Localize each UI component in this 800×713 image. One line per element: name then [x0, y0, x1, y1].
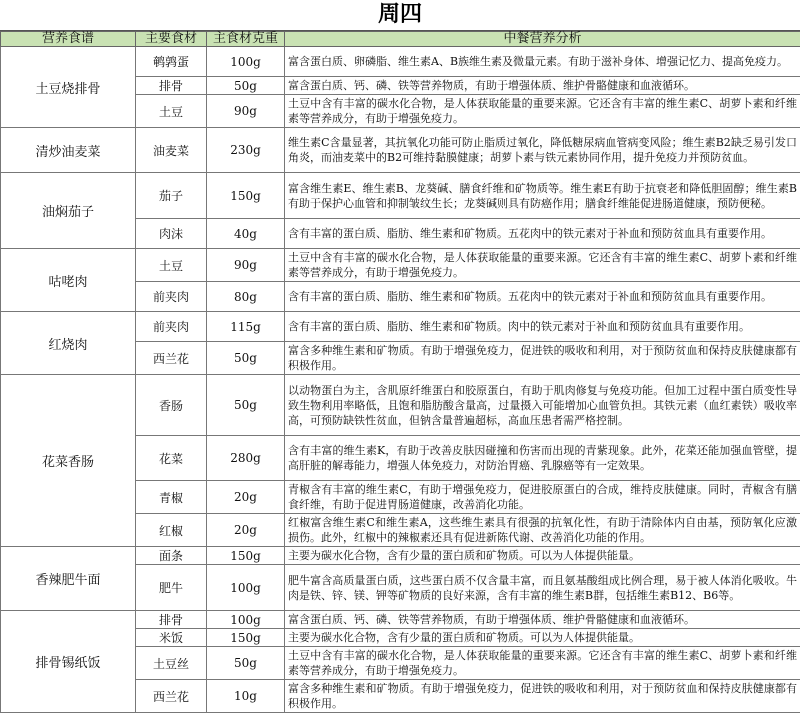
analysis-cell: 富含蛋白质、卵磷脂、维生素A、B族维生素及微量元素。有助于滋补身体、增强记忆力、提高免疫力。 — [285, 47, 800, 77]
weight-cell: 230g — [207, 128, 285, 173]
ingredient-cell: 青椒 — [136, 481, 207, 514]
ingredient-cell: 排骨 — [136, 77, 207, 95]
weight-cell: 50g — [207, 375, 285, 436]
ingredient-cell: 肉沫 — [136, 219, 207, 249]
table-row — [1, 128, 800, 173]
dish-name: 红烧肉 — [1, 312, 136, 375]
weight-cell: 150g — [207, 629, 285, 647]
weight-cell: 50g — [207, 77, 285, 95]
weight-cell: 90g — [207, 95, 285, 128]
analysis-cell: 以动物蛋白为主，含肌原纤维蛋白和胶原蛋白，有助于肌肉修复与免疫功能。但加工过程中蛋白质变性导致生物利用率略低，且饱和脂肪酸含量高，过量摄入可能增加心血管负担。其铁元素（血红素铁）吸收率高，可预防缺铁性贫血，但钠含量普遍超标，高血压患者需严格控制。 — [285, 375, 800, 436]
analysis-cell: 含有丰富的蛋白质、脂肪、维生素和矿物质。肉中的铁元素对于补血和预防贫血具有重要作用。 — [285, 312, 800, 342]
header-recipe: 营养食谱 — [1, 32, 136, 47]
dish-name: 花菜香肠 — [1, 375, 136, 547]
analysis-cell: 土豆中含有丰富的碳水化合物，是人体获取能量的重要来源。它还含有丰富的维生素C、胡萝卜素和纤维素等营养成分，有助于增强免疫力。 — [285, 95, 800, 128]
weight-cell: 115g — [207, 312, 285, 342]
ingredient-cell: 土豆 — [136, 95, 207, 128]
ingredient-cell: 鹌鹑蛋 — [136, 47, 207, 77]
header-analysis: 中餐营养分析 — [285, 32, 800, 47]
analysis-cell: 富含蛋白质、钙、磷、铁等营养物质，有助于增强体质、维护骨骼健康和血液循环。 — [285, 611, 800, 629]
dish-name: 咕咾肉 — [1, 249, 136, 312]
weight-cell: 100g — [207, 47, 285, 77]
weight-cell: 50g — [207, 647, 285, 680]
analysis-cell: 土豆中含有丰富的碳水化合物，是人体获取能量的重要来源。它还含有丰富的维生素C、胡萝卜素和纤维素等营养成分，有助于增强免疫力。 — [285, 249, 800, 282]
analysis-cell: 土豆中含有丰富的碳水化合物，是人体获取能量的重要来源。它还含有丰富的维生素C、胡萝卜素和纤维素等营养成分，有助于增强免疫力。 — [285, 647, 800, 680]
analysis-cell: 富含维生素E、维生素B、龙葵碱、膳食纤维和矿物质等。维生素E有助于抗衰老和降低胆固醇；维生素B有助于保护心血管和抑制皱纹生长；龙葵碱则具有防癌作用；膳食纤维能促进肠道健康，预防便秘。 — [285, 173, 800, 219]
weight-cell: 100g — [207, 611, 285, 629]
analysis-cell: 富含多种维生素和矿物质。有助于增强免疫力，促进铁的吸收和利用，对于预防贫血和保持皮肤健康都有积极作用。 — [285, 680, 800, 713]
ingredient-cell: 香肠 — [136, 375, 207, 436]
nutrition-table — [0, 31, 800, 713]
header-ingredient: 主要食材 — [136, 32, 207, 47]
weight-cell: 90g — [207, 249, 285, 282]
table-row — [1, 47, 800, 77]
analysis-cell: 主要为碳水化合物，含有少量的蛋白质和矿物质。可以为人体提供能量。 — [285, 629, 800, 647]
analysis-cell: 肥牛富含高质量蛋白质，这些蛋白质不仅含量丰富，而且氨基酸组成比例合理，易于被人体消化吸收。牛肉是铁、锌、镁、钾等矿物质的良好来源，含有丰富的维生素B群，包括维生素B12、B6等。 — [285, 565, 800, 611]
weight-cell: 20g — [207, 481, 285, 514]
ingredient-cell: 茄子 — [136, 173, 207, 219]
ingredient-cell: 面条 — [136, 547, 207, 565]
weight-cell: 10g — [207, 680, 285, 713]
weight-cell: 100g — [207, 565, 285, 611]
analysis-cell: 含有丰富的维生素K，有助于改善皮肤因碰撞和伤害而出现的青紫现象。此外，花菜还能加强血管壁，提高肝脏的解毒能力，增强人体免疫力，对防治胃癌、乳腺癌等有一定效果。 — [285, 436, 800, 481]
ingredient-cell: 肥牛 — [136, 565, 207, 611]
table-row — [1, 249, 800, 282]
page-title: 周四 — [0, 0, 800, 31]
header-row — [1, 32, 800, 47]
table-body — [1, 47, 800, 713]
analysis-cell: 青椒含有丰富的维生素C，有助于增强免疫力，促进胶原蛋白的合成，维持皮肤健康。同时，青椒含有膳食纤维，有助于促进胃肠道健康，改善消化功能。 — [285, 481, 800, 514]
ingredient-cell: 土豆丝 — [136, 647, 207, 680]
ingredient-cell: 西兰花 — [136, 680, 207, 713]
table-row — [1, 173, 800, 219]
ingredient-cell: 米饭 — [136, 629, 207, 647]
weight-cell: 50g — [207, 342, 285, 375]
ingredient-cell: 花菜 — [136, 436, 207, 481]
dish-name: 排骨锡纸饭 — [1, 611, 136, 713]
weight-cell: 150g — [207, 173, 285, 219]
analysis-cell: 维生素C含量显著，其抗氧化功能可防止脂质过氧化，降低糖尿病血管病变风险；维生素B2缺乏易引发口角炎，而油麦菜中的B2可维持黏膜健康；胡萝卜素与铁元素协同作用，提升免疫力并预防贫血。 — [285, 128, 800, 173]
table-row — [1, 312, 800, 342]
ingredient-cell: 前夹肉 — [136, 312, 207, 342]
analysis-cell: 富含蛋白质、钙、磷、铁等营养物质，有助于增强体质、维护骨骼健康和血液循环。 — [285, 77, 800, 95]
ingredient-cell: 土豆 — [136, 249, 207, 282]
analysis-cell: 富含多种维生素和矿物质。有助于增强免疫力，促进铁的吸收和利用，对于预防贫血和保持皮肤健康都有积极作用。 — [285, 342, 800, 375]
dish-name: 土豆烧排骨 — [1, 47, 136, 128]
analysis-cell: 红椒富含维生素C和维生素A，这些维生素具有很强的抗氧化性，有助于清除体内自由基，预防氧化应激损伤。此外，红椒中的辣椒素还具有促进新陈代谢、改善消化功能的作用。 — [285, 514, 800, 547]
weight-cell: 280g — [207, 436, 285, 481]
ingredient-cell: 红椒 — [136, 514, 207, 547]
ingredient-cell: 西兰花 — [136, 342, 207, 375]
ingredient-cell: 前夹肉 — [136, 282, 207, 312]
weight-cell: 20g — [207, 514, 285, 547]
dish-name: 清炒油麦菜 — [1, 128, 136, 173]
weight-cell: 40g — [207, 219, 285, 249]
header-weight: 主食材克重 — [207, 32, 285, 47]
ingredient-cell: 排骨 — [136, 611, 207, 629]
table-row — [1, 611, 800, 629]
ingredient-cell: 油麦菜 — [136, 128, 207, 173]
analysis-cell: 主要为碳水化合物，含有少量的蛋白质和矿物质。可以为人体提供能量。 — [285, 547, 800, 565]
dish-name: 香辣肥牛面 — [1, 547, 136, 611]
table-row — [1, 547, 800, 565]
dish-name: 油焖茄子 — [1, 173, 136, 249]
weight-cell: 150g — [207, 547, 285, 565]
weight-cell: 80g — [207, 282, 285, 312]
analysis-cell: 含有丰富的蛋白质、脂肪、维生素和矿物质。五花肉中的铁元素对于补血和预防贫血具有重要作用。 — [285, 282, 800, 312]
analysis-cell: 含有丰富的蛋白质、脂肪、维生素和矿物质。五花肉中的铁元素对于补血和预防贫血具有重要作用。 — [285, 219, 800, 249]
table-row — [1, 375, 800, 436]
